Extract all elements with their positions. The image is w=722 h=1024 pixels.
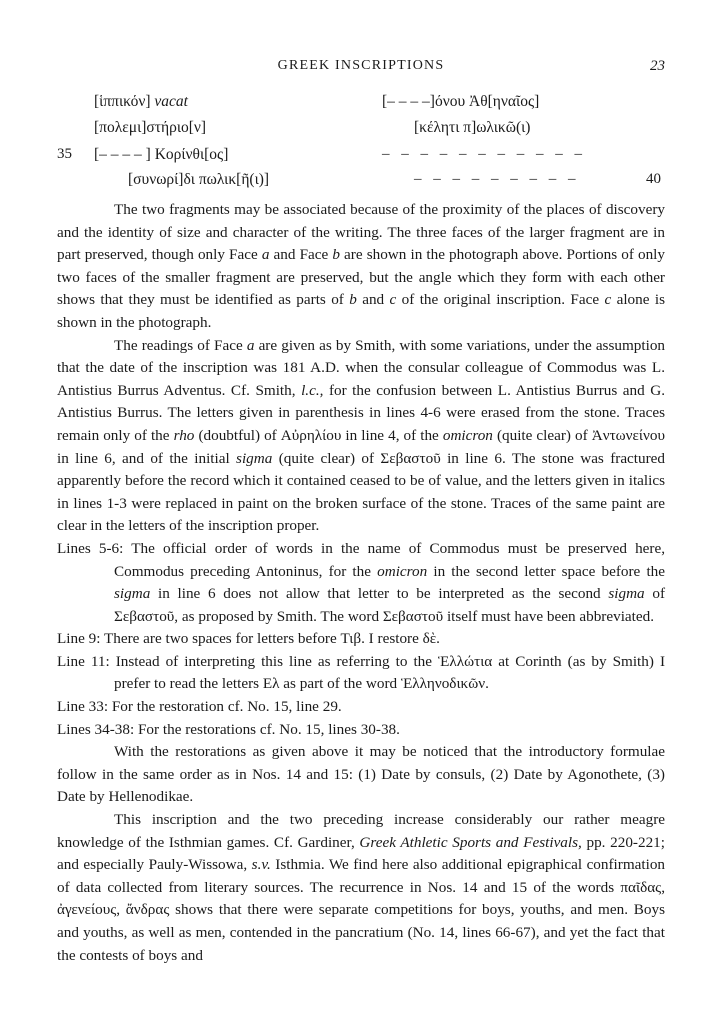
inscription-line-left-2: [πολεμι]στήριο[ν]	[94, 119, 207, 136]
inscription-line-left-1: [ἱππικόν] vacat	[94, 93, 188, 110]
line-number-35: 35	[57, 146, 72, 162]
inscription-line-right-2: [κέλητι π]ωλικῶ(ι)	[414, 119, 531, 136]
running-title: GREEK INSCRIPTIONS	[277, 58, 445, 73]
note-lines-34-38: Lines 34-38: For the restorations cf. No. 15, lines 30-38.	[57, 720, 400, 738]
note-lines-5-6: Lines 5-6: The official order of words in the name of Commodus must be preserved here, Commodus preceding Antoninus, for the omicron in the second letter space before the sigma in line 6 does not allow that letter to be interpreted as the second sigma of Σεβαστοῦ, as proposed by Smith. The word Σεβαστοῦ itself must have been abbreviated.	[57, 539, 665, 625]
paragraph-4: This inscription and the two preceding increase considerably our rather meagre knowledge of the Isthmian games. Cf. Gardiner, Greek Athletic Sports and Festivals, pp. 220-221; and especially Pauly-Wissowa, s.v. Isthmia. We find here also additional epigraphical confirmation of data collected from literary sources. The recurrence in Nos. 14 and 15 of the words παῖδας, ἀγενείους, ἄνδρας shows that there were separate competitions for boys, youths, and men. Boys and youths, as well as men, contended in the pancratium (No. 14, lines 66-67), and yet the fact that the contests of boys and	[57, 811, 666, 964]
note-line-33: Line 33: For the restoration cf. No. 15, line 29.	[57, 698, 342, 716]
paragraph-1: The two fragments may be associated because of the proximity of the places of discovery and the identity of size and character of the writing. The three faces of the larger fragment are in part preserved, though only Face a and Face b are shown in the photograph above. Portions of only two faces of the smaller fragment are preserved, but the angle which they form with each other shows that they must be identified as parts of b and c of the original inscription. Face c alone is shown in the photograph.	[57, 201, 666, 331]
paragraph-3: With the restorations as given above it may be noticed that the introductory formulae follow in the same order as in Nos. 14 and 15: (1) Date by consuls, (2) Date by Agonothete, (3) Date by Hellenodikae.	[57, 743, 665, 806]
inscription-line-right-1: [– – – –]όνου Ἀθ[ηναῖος]	[382, 93, 540, 110]
inscription-line-left-4: [συνωρί]δι πωλικ[ῆ(ι)]	[128, 171, 270, 188]
page-number: 23	[650, 58, 665, 74]
running-head	[0, 58, 722, 78]
note-line-9: Line 9: There are two spaces for letters before Τιβ. I restore δὲ.	[57, 630, 440, 648]
body-text	[57, 199, 665, 967]
lacuna-dashes-2: – – – – – – – – –	[414, 171, 580, 187]
note-line-11: Line 11: Instead of interpreting this line as referring to the Ἑλλώτια at Corinth (as by Smith) I prefer to read the letters Ελ as part of the word Ἑλληνοδικῶν.	[57, 652, 665, 693]
paragraph-2: The readings of Face a are given as by Smith, with some variations, under the assumption that the date of the inscription was 181 A.D. when the consular colleague of Commodus was L. Antistius Burrus Adventus. Cf. Smith, l.c., for the confusion between L. Antistius Burrus and G. Antistius Burrus. The letters given in parenthesis in lines 4-6 were erased from the stone. Traces remain only of the rho (doubtful) of Αὐρηλίου in line 4, of the omicron (quite clear) of Ἀντωνείνου in line 6, and of the initial sigma (quite clear) of Σεβαστοῦ in line 6. The stone was fractured apparently before the record which it contained ceased to be of value, and the letters given in italics in lines 1-3 were replaced in paint on the broken surface of the stone. Traces of the same paint are clear in the letters of the inscription proper.	[57, 336, 666, 535]
inscription-line-left-3: [– – – – ] Κορίνθι[ος]	[94, 146, 229, 163]
line-number-40: 40	[646, 171, 661, 187]
lacuna-dashes-1: – – – – – – – – – – –	[382, 146, 586, 162]
